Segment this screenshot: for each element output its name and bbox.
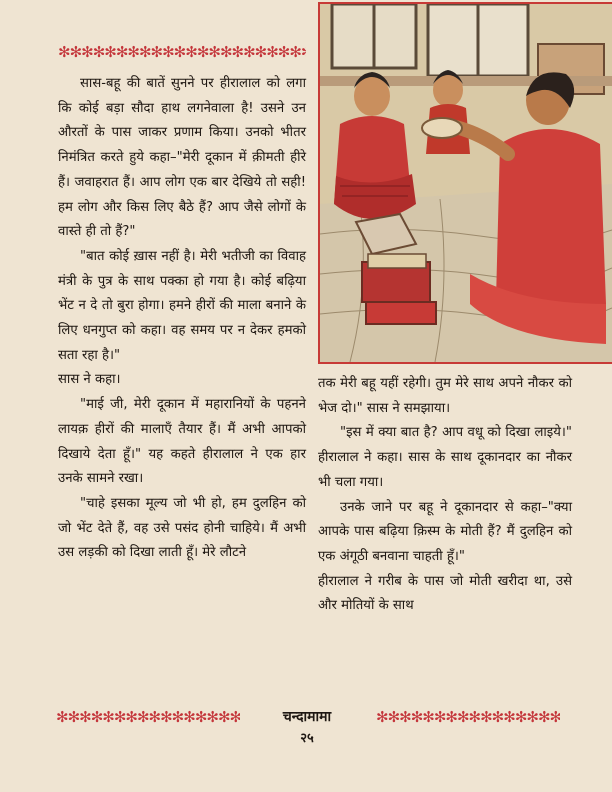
right-text-column: [318, 372, 572, 619]
paragraph: "चाहे इसका मूल्य जो भी हो, हम दुलहिन को जो भेंट देते हैं, वह उसे पसंद होनी चाहिये। मैं अभी उस लड़की को दिखा लाती हूँ। मेरे लौटने: [58, 495, 306, 561]
magazine-name: चन्दामामा: [282, 709, 332, 725]
left-text-column: [58, 72, 306, 566]
footer-ornament-right: [376, 709, 560, 725]
footer-ornament-left: [56, 709, 240, 725]
page-number: २५: [300, 731, 314, 746]
paragraph: तक मेरी बहू यहीं रहेगी। तुम मेरे साथ अपने नौकर को भेज दो।" सास ने समझाया।: [318, 376, 572, 416]
paragraph: सास ने कहा।: [58, 372, 121, 388]
top-ornament-border: [58, 44, 306, 60]
paragraph: उनके जाने पर बहू ने दूकानदार से कहा–"क्या आपके पास बढ़िया क़िस्म के मोती हैं? मैं दुलहिन को एक अंगूठी बनवाना चाहती हूँ।": [318, 499, 572, 564]
paragraph: हीरालाल ने गरीब के पास जो मोती खरीदा था, उसे और मोतियों के साथ: [318, 573, 572, 614]
illustration-drawing: [320, 4, 612, 362]
paragraph: "बात कोई ख़ास नहीं है। मेरी भतीजी का विवाह मंत्री के पुत्र के साथ पक्का हो गया है। कोई बढ़िया भेंट न दे तो बुरा होगा। हमने हीरों की माला बनाने के लिए धनगुप्त को कहा। वह समय पर न देकर हमको सता रहा है।": [58, 248, 306, 363]
paragraph: "माई जी, मेरी दूकान में महारानियों के पहनने लायक़ हीरों की मालाएँ तैयार हैं। मैं अभी आपको दिखाये देता हूँ।" यह कहते हीरालाल ने एक हार उनके सामने रखा।: [58, 397, 306, 487]
story-illustration: [318, 2, 612, 364]
paragraph: "इस में क्या बात है? आप वधू को दिखा लाइये।" हीरालाल ने कहा। सास के साथ दूकानदार का नौकर भी चला गया।: [318, 425, 572, 490]
paragraph: सास-बहू की बातें सुनने पर हीरालाल को लगा कि कोई बड़ा सौदा हाथ लगनेवाला है! उसने उन औरतों के पास जाकर प्रणाम किया। उनको भीतर निमंत्रित करते हुये कहा–"मेरी दूकान में क़ीमती हीरे हैं। जवाहरात हैं। आप लोग एक बार देखिये तो सही! हम लोग और किस लिए बैठे हैं? आप जैसे लोगों के वास्ते ही तो हैं?": [58, 76, 306, 240]
